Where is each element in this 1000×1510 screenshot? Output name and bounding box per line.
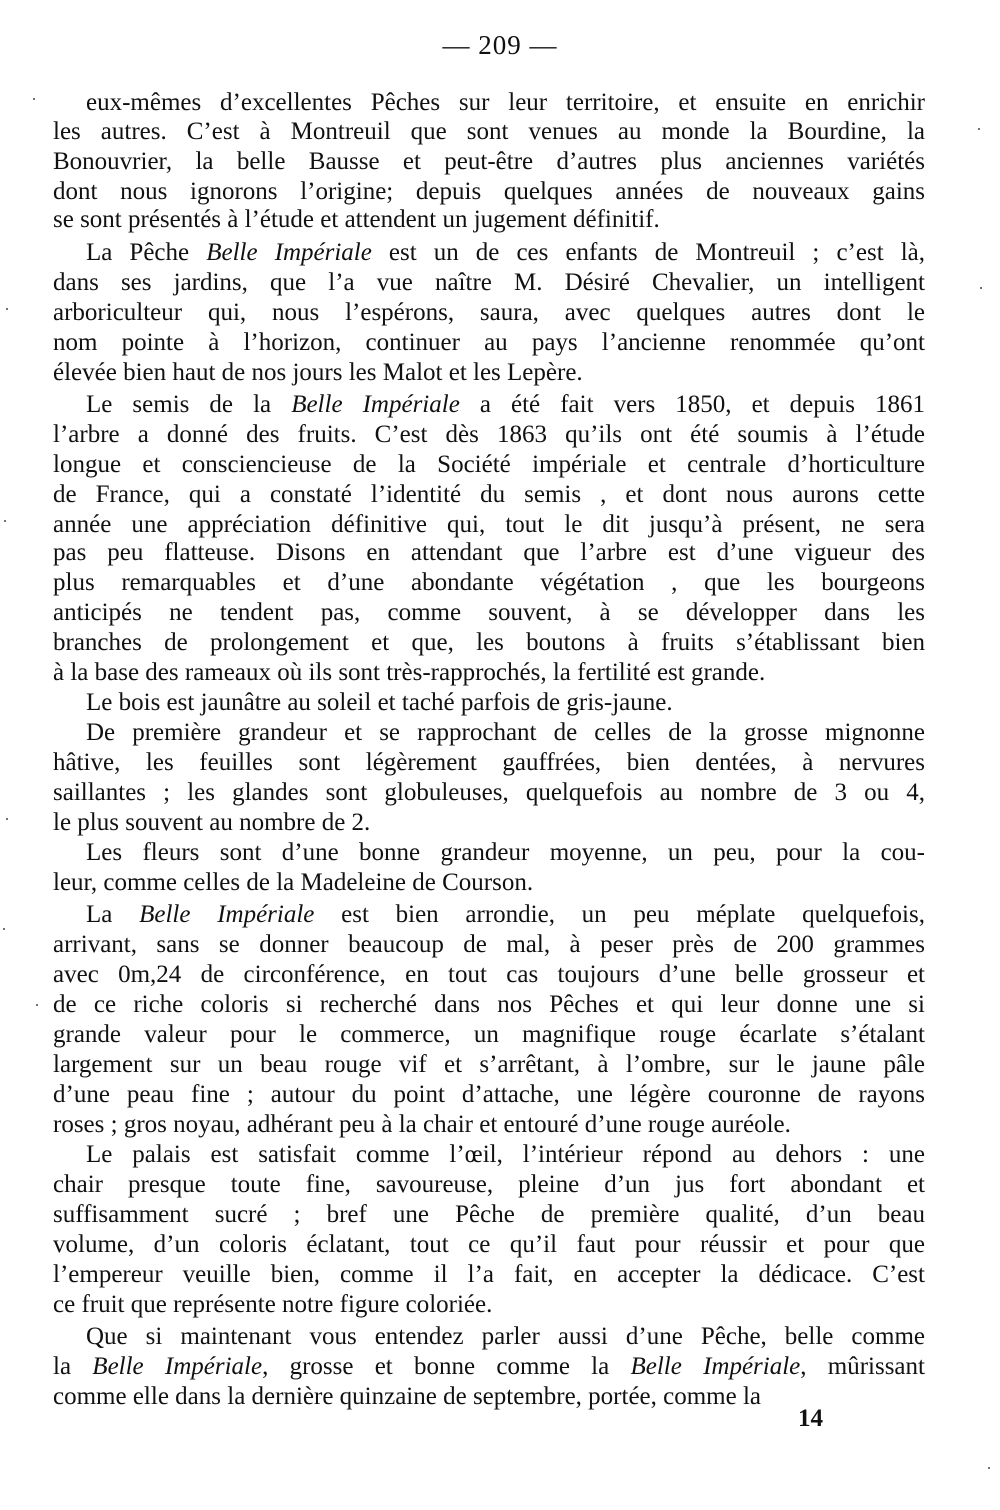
text-line: branches de prolongement et que, les boutons à fruits s’établissant bien [53,629,925,656]
text-segment: La [86,901,140,928]
text-line [86,238,925,268]
text-line: se sont présentés à l’étude et attendent un jugement définitif. [53,206,660,233]
italic-variety-name: Belle Impériale [92,1353,263,1380]
text-line: saillantes ; les glandes sont globuleuses, quelquefois au nombre de 3 ou 4, [53,779,925,806]
text-line: chair presque toute fine, savoureuse, pleine d’un jus fort abondant et [53,1171,925,1198]
signature-mark: 14 [798,1405,823,1432]
text-line: leur, comme celles de la Madeleine de Courson. [53,869,534,896]
text-line: dans ses jardins, que l’a vue naître M. Désiré Chevalier, un intelligent [53,269,925,296]
text-segment: , mûrissant [800,1353,925,1380]
text-line: ce fruit que représente notre figure coloriée. [53,1291,493,1318]
text-line: longue et consciencieuse de la Société impériale et centrale d’horticulture [53,451,925,478]
text-line [86,390,925,420]
text-line: anticipés ne tendent pas, comme souvent, à se développer dans les [53,599,925,626]
text-line [53,1352,925,1382]
text-line: l’arbre a donné des fruits. C’est dès 1863 qu’ils ont été soumis à l’étude [53,421,925,448]
italic-variety-name: Belle Impériale [630,1353,801,1380]
text-line: année une appréciation définitive qui, tout le dit jusqu’à présent, ne sera [53,511,925,538]
page-number-header: — 209 — [442,30,558,60]
italic-variety-name: Belle Impériale [291,391,460,418]
scan-speck [3,928,5,930]
text-segment: est un de ces enfants de Montreuil ; c’est là, [371,239,925,266]
scan-speck [4,520,6,522]
text-line: nom pointe à l’horizon, continuer au pays l’ancienne renommée qu’ont [53,329,925,356]
text-line: grande valeur pour le commerce, un magnifique rouge écarlate s’étalant [53,1021,925,1048]
scan-speck [6,308,8,310]
italic-variety-name: Belle Impériale [139,901,315,928]
scan-speck [978,128,980,130]
text-line: largement sur un beau rouge vif et s’arrêtant, à l’ombre, sur le jaune pâle [53,1051,925,1078]
scan-speck [6,818,8,820]
text-line: volume, d’un coloris éclatant, tout ce qu’il faut pour réussir et pour que [53,1231,925,1258]
scan-speck [36,1004,38,1006]
text-line: Que si maintenant vous entendez parler aussi d’une Pêche, belle comme [86,1323,925,1350]
text-line: Le bois est jaunâtre au soleil et taché parfois de gris-jaune. [86,689,673,716]
text-line: élevée bien haut de nos jours les Malot et les Lepère. [53,359,583,386]
text-line: roses ; gros noyau, adhérant peu à la chair et entouré d’une rouge auréole. [53,1111,791,1138]
text-line: de France, qui a constaté l’identité du semis , et dont nous aurons cette [53,481,925,508]
scan-speck [988,1467,990,1469]
text-segment: , grosse et bonne comme la [262,1353,631,1380]
text-line: Bonouvrier, la belle Bausse et peut-être d’autres plus anciennes variétés [53,148,925,175]
text-line: de ce riche coloris si recherché dans nos Pêches et qui leur donne une si [53,991,925,1018]
text-line: avec 0m,24 de circonférence, en tout cas toujours d’une belle grosseur et [53,961,925,988]
text-line: d’une peau fine ; autour du point d’attache, une légère couronne de rayons [53,1081,925,1108]
scan-speck [980,287,982,289]
text-line: eux-mêmes d’excellentes Pêches sur leur territoire, et ensuite en enrichir [86,89,925,116]
text-line [86,900,925,930]
text-line: arrivant, sans se donner beaucoup de mal, à peser près de 200 grammes [53,931,925,958]
text-line: suffisamment sucré ; bref une Pêche de première qualité, d’un beau [53,1201,925,1228]
text-segment: La Pêche [86,239,207,266]
text-line: à la base des rameaux où ils sont très-rapprochés, la fertilité est grande. [53,659,766,686]
text-line: hâtive, les feuilles sont légèrement gauffrées, bien dentées, à nervures [53,749,925,776]
scan-speck [33,98,35,100]
text-segment: a été fait vers 1850, et depuis 1861 [459,391,925,418]
text-line: les autres. C’est à Montreuil que sont venues au monde la Bourdine, la [53,118,925,145]
text-segment: est bien arrondie, un peu méplate quelquefois, [314,901,925,928]
text-line: le plus souvent au nombre de 2. [53,809,371,836]
text-line: plus remarquables et d’une abondante végétation , que les bourgeons [53,569,925,596]
text-line: dont nous ignorons l’origine; depuis quelques années de nouveaux gains [53,178,925,205]
text-segment: Le semis de la [86,391,292,418]
italic-variety-name: Belle Impériale [206,239,372,266]
text-line: l’empereur veuille bien, comme il l’a fait, en accepter la dédicace. C’est [53,1261,925,1288]
text-segment: la [53,1353,93,1380]
text-line: pas peu flatteuse. Disons en attendant que l’arbre est d’une vigueur des [53,539,925,566]
text-line: Les fleurs sont d’une bonne grandeur moyenne, un peu, pour la cou- [86,839,925,866]
text-line: De première grandeur et se rapprochant de celles de la grosse mignonne [86,719,925,746]
text-line: comme elle dans la dernière quinzaine de septembre, portée, comme la [53,1383,762,1410]
text-line: Le palais est satisfait comme l’œil, l’intérieur répond au dehors : une [86,1141,925,1168]
text-line: arboriculteur qui, nous l’espérons, saura, avec quelques autres dont le [53,299,925,326]
